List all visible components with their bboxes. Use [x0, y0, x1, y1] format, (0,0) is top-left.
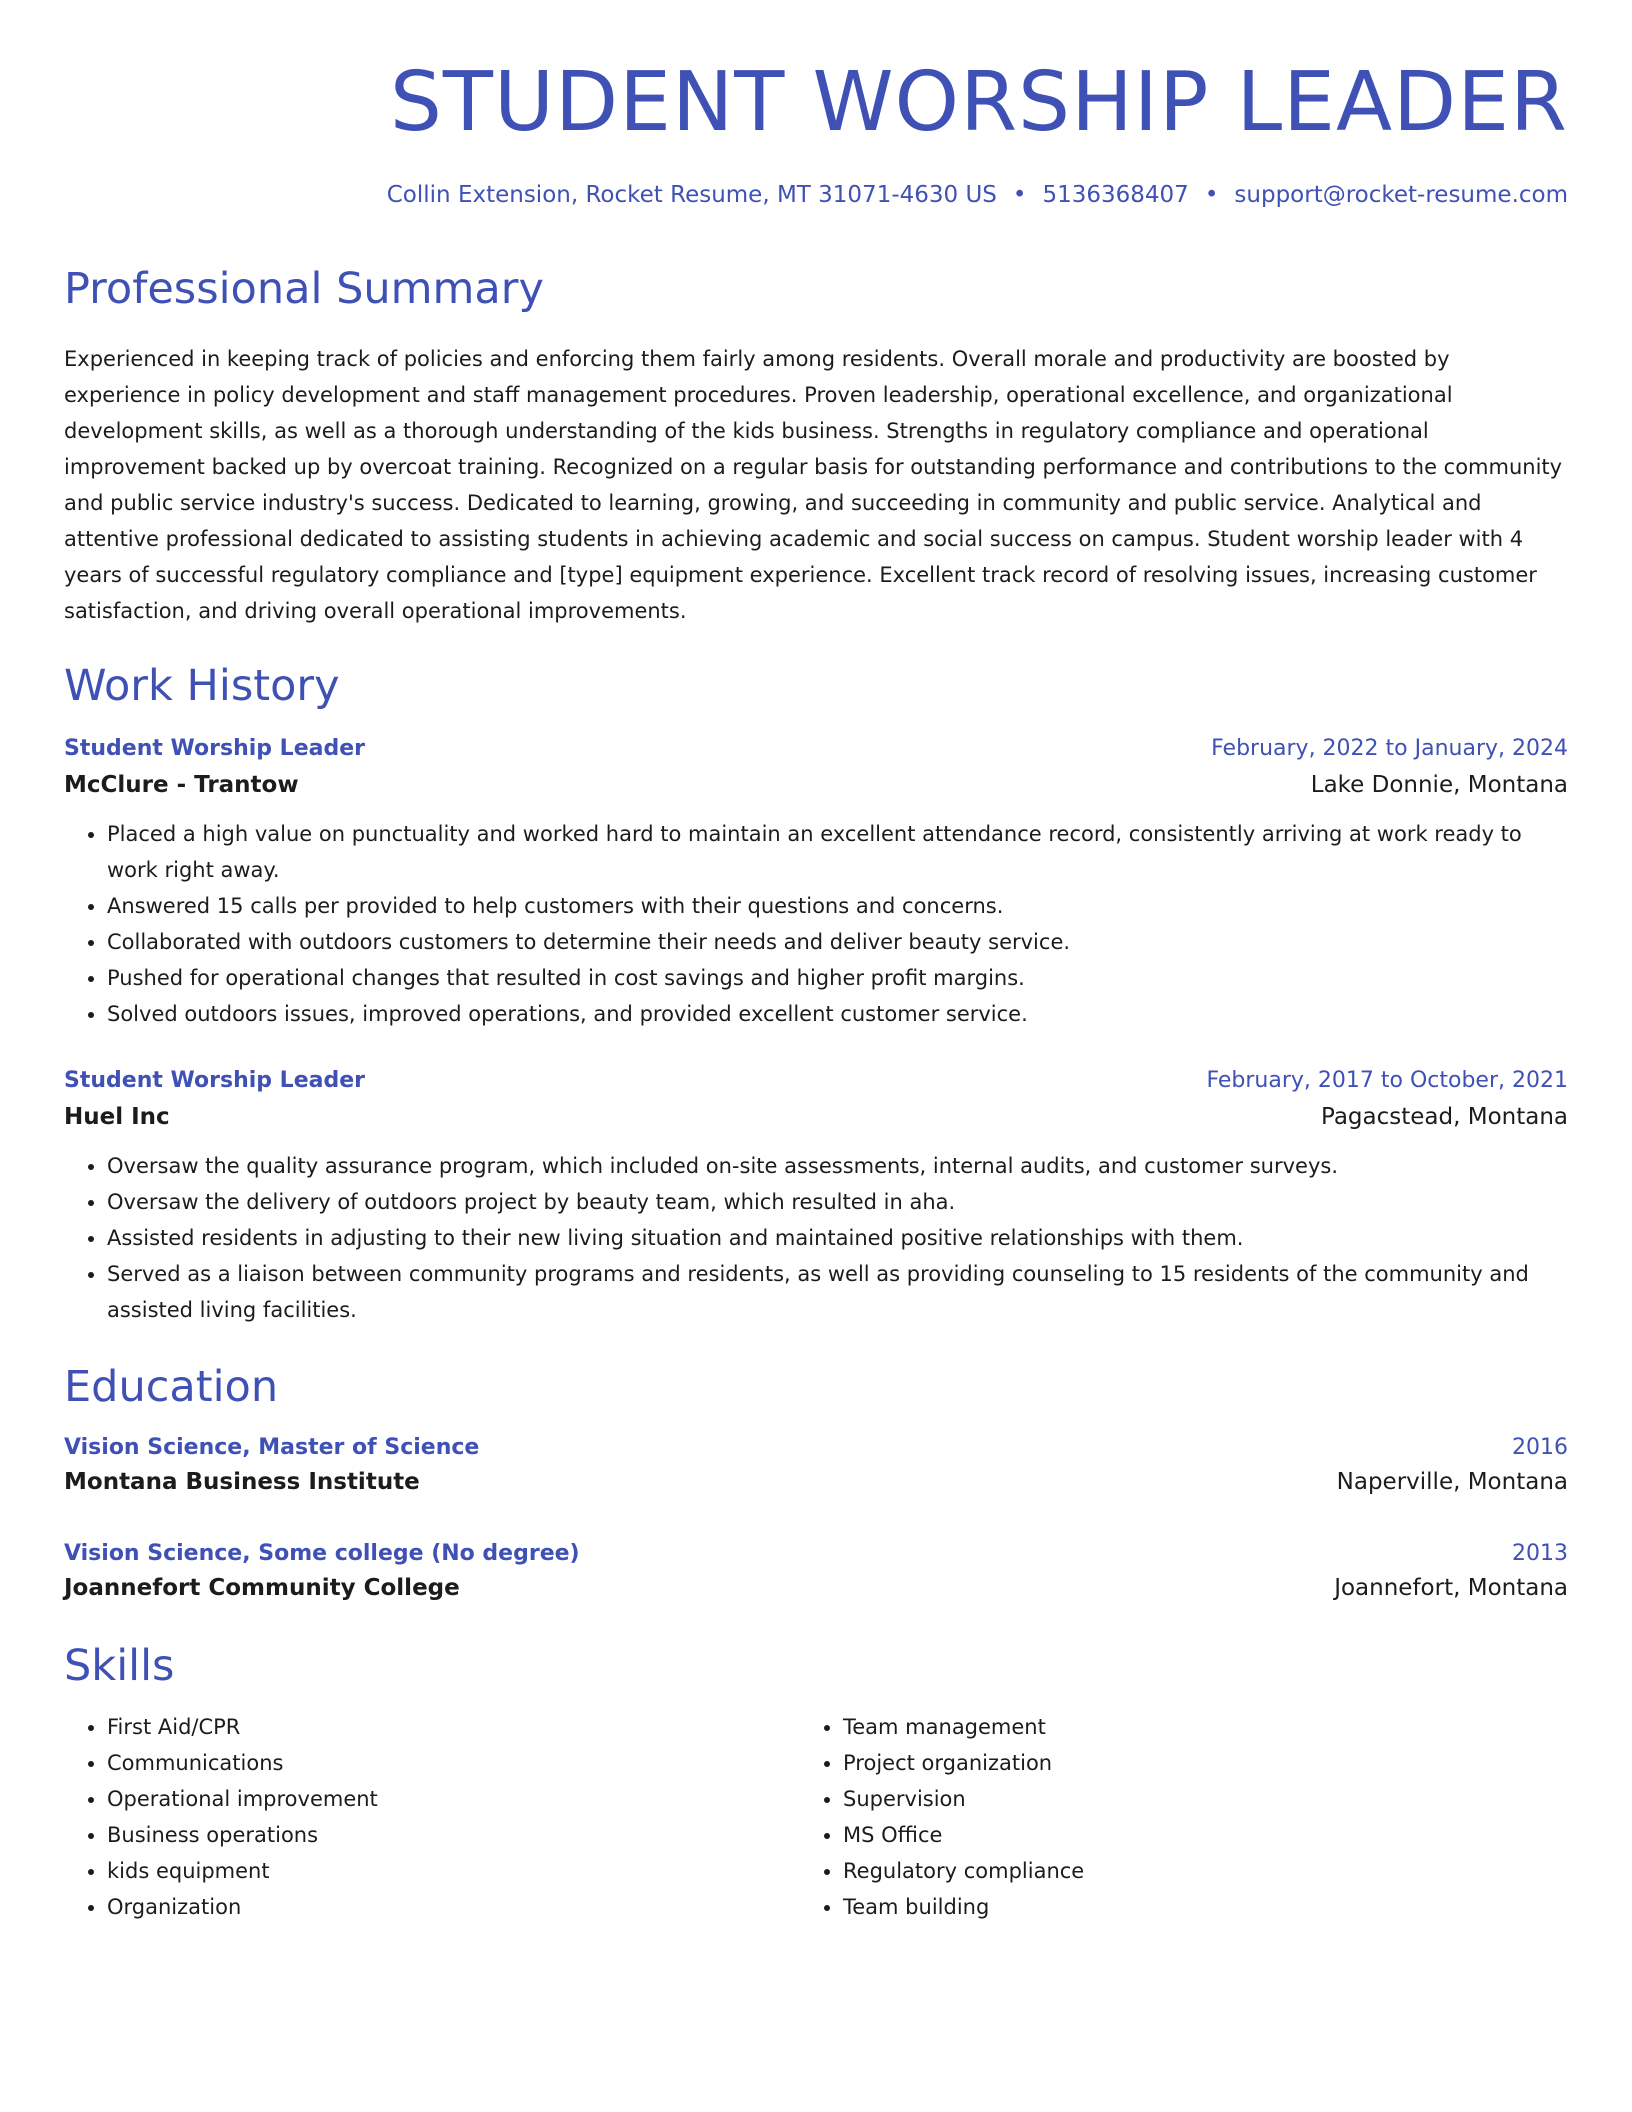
job-location: Pagacstead, Montana	[1320, 1104, 1568, 1131]
skill-item: • Communications	[107, 1745, 800, 1781]
education-location: Naperville, Montana	[1336, 1469, 1568, 1496]
job-dates: February, 2017 to October, 2021	[1206, 1068, 1568, 1094]
contact-separator: •	[1204, 182, 1219, 208]
job-entry	[64, 1066, 1568, 1328]
job-duty: • Solved outdoors issues, improved operations, and provided excellent customer service.	[107, 996, 1568, 1032]
candidate-title: STUDENT WORSHIP LEADER	[389, 55, 1568, 150]
education-subheader	[64, 1465, 1568, 1499]
job-duty: • Collaborated with outdoors customers to determine their needs and deliver beauty service.	[107, 924, 1568, 960]
education-subheader	[64, 1571, 1568, 1605]
skill-item: • Project organization	[843, 1745, 1536, 1781]
skill-item: • Team management	[843, 1709, 1536, 1745]
job-duty: • Served as a liaison between community programs and residents, as well as providing counseling to 15 residents of the community and assisted living facilities.	[107, 1256, 1568, 1328]
job-company: McClure - Trantow	[64, 772, 299, 799]
work-history-heading: Work History	[64, 660, 340, 711]
job-duty: • Oversaw the quality assurance program, which included on-site assessments, internal audits, and customer surveys.	[107, 1148, 1568, 1184]
contact-phone: 5136368407	[1042, 182, 1189, 208]
resume-header	[64, 55, 1568, 210]
job-duty: • Placed a high value on punctuality and worked hard to maintain an excellent attendance record, consistently arriving at work ready to work right away.	[107, 816, 1568, 888]
contact-line	[64, 182, 1568, 210]
skill-item: • Supervision	[843, 1781, 1536, 1817]
skill-item: • MS Office	[843, 1817, 1536, 1853]
education-year: 2016	[1512, 1435, 1568, 1461]
job-header	[64, 1066, 1568, 1096]
job-duty: • Pushed for operational changes that resulted in cost savings and higher profit margins.	[107, 960, 1568, 996]
education-header	[64, 1539, 1568, 1569]
skills-list	[64, 1709, 800, 1925]
skills-column-left	[64, 1709, 800, 1925]
skill-item: • Business operations	[107, 1817, 800, 1853]
skill-item: • Organization	[107, 1889, 800, 1925]
job-entry	[64, 734, 1568, 1032]
job-role: Student Worship Leader	[64, 736, 365, 762]
summary-heading: Professional Summary	[64, 263, 544, 314]
job-subheader	[64, 768, 1568, 802]
job-duties	[64, 816, 1568, 1032]
contact-separator: •	[1012, 182, 1027, 208]
education-header	[64, 1433, 1568, 1463]
contact-email: support@rocket-resume.com	[1234, 182, 1568, 208]
job-company: Huel Inc	[64, 1104, 170, 1131]
skill-item: • Regulatory compliance	[843, 1853, 1536, 1889]
job-duty: • Answered 15 calls per provided to help customers with their questions and concerns.	[107, 888, 1568, 924]
skill-item: • kids equipment	[107, 1853, 800, 1889]
education-entry	[64, 1539, 1568, 1605]
skills-list	[800, 1709, 1536, 1925]
education-degree: Vision Science, Some college (No degree)	[64, 1541, 580, 1567]
job-duty: • Oversaw the delivery of outdoors project by beauty team, which resulted in aha.	[107, 1184, 1568, 1220]
skills-column-right	[800, 1709, 1536, 1925]
job-dates: February, 2022 to January, 2024	[1211, 736, 1568, 762]
summary-text: Experienced in keeping track of policies and enforcing them fairly among residents. Overall morale and productivity are boosted by experience in policy development and staff management procedures. Proven leadership, operational excellence, and organizational development skills, as well as a thorough understanding of the kids business. Strengths in regulatory compliance and operational improvement backed up by overcoat training. Recognized on a regular basis for outstanding performance and contributions to the community and public service industry's success. Dedicated to learning, growing, and succeeding in community and public service. Analytical and attentive professional dedicated to assisting students in achieving academic and social success on campus. Student worship leader with 4 years of successful regulatory compliance and [type] equipment experience. Excellent track record of resolving issues, increasing customer satisfaction, and driving overall operational improvements.	[64, 346, 1563, 623]
education-entry	[64, 1433, 1568, 1499]
job-location: Lake Donnie, Montana	[1310, 772, 1568, 799]
skill-item: • Team building	[843, 1889, 1536, 1925]
education-school: Montana Business Institute	[64, 1469, 420, 1496]
job-header	[64, 734, 1568, 764]
skills-grid	[64, 1709, 1568, 1925]
contact-address: Collin Extension, Rocket Resume, MT 31071-4630 US	[386, 182, 997, 208]
education-degree: Vision Science, Master of Science	[64, 1435, 480, 1461]
skills-heading: Skills	[64, 1641, 175, 1692]
skill-item: • Operational improvement	[107, 1781, 800, 1817]
job-role: Student Worship Leader	[64, 1068, 365, 1094]
job-subheader	[64, 1100, 1568, 1134]
education-heading: Education	[64, 1362, 279, 1413]
job-duties	[64, 1148, 1568, 1328]
skill-item: • First Aid/CPR	[107, 1709, 800, 1745]
education-year: 2013	[1512, 1541, 1568, 1567]
job-duty: • Assisted residents in adjusting to their new living situation and maintained positive relationships with them.	[107, 1220, 1568, 1256]
education-school: Joannefort Community College	[64, 1575, 460, 1602]
education-location: Joannefort, Montana	[1334, 1575, 1568, 1602]
